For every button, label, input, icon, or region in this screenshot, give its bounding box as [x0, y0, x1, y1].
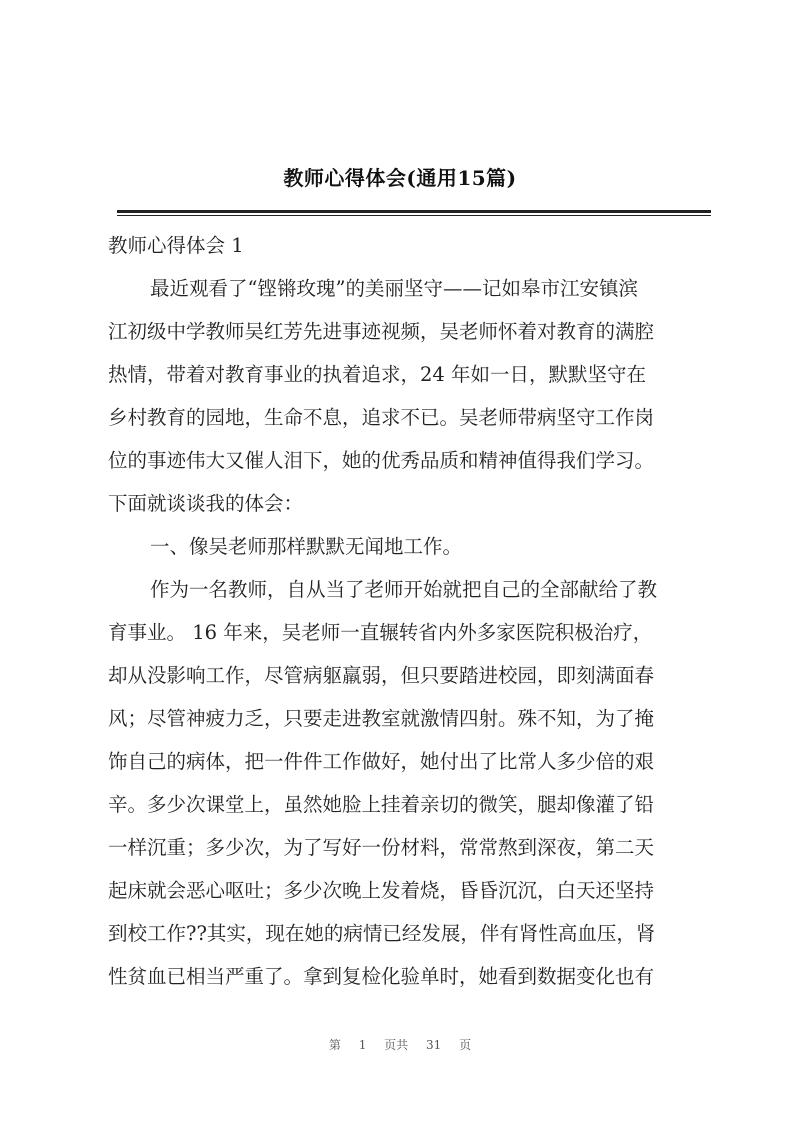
paragraph-1-line: 最近观看了“铿锵玫瑰”的美丽坚守——记如皋市江安镇滨 — [150, 277, 638, 300]
paragraph-2-line: 饰自己的病体，把一件件工作做好，她付出了比常人多少倍的艰 — [108, 750, 655, 773]
paragraph-2-line: 性贫血已相当严重了。拿到复检化验单时，她看到数据变化也有 — [108, 965, 655, 988]
title-rule-thick — [117, 210, 711, 213]
section-heading: 教师心得体会 1 — [108, 234, 244, 257]
paragraph-1-line: 位的事迹伟大又催人泪下，她的优秀品质和精神值得我们学习。 — [108, 449, 655, 472]
paragraph-2-line: 起床就会恶心呕吐；多少次晚上发着烧，昏昏沉沉，白天还坚持 — [108, 879, 655, 902]
footer-page-prefix: 第 — [328, 1038, 341, 1052]
paragraph-2-line: 一样沉重；多少次，为了写好一份材料，常常熬到深夜，第二天 — [108, 836, 655, 859]
title-rule-thin — [117, 215, 711, 216]
footer-page-total: 31 — [426, 1038, 442, 1052]
footer-page-middle: 页共 — [384, 1038, 409, 1052]
footer-page-number: 1 — [358, 1038, 367, 1052]
paragraph-2-line: 作为一名教师，自从当了老师开始就把自己的全部献给了教 — [150, 578, 658, 601]
paragraph-1-line: 下面就谈谈我的体会： — [108, 492, 304, 515]
subheading-1: 一、像吴老师那样默默无闻地工作。 — [150, 535, 463, 558]
document-title: 教师心得体会(通用15篇) — [283, 166, 517, 190]
paragraph-2-line: 到校工作??其实，现在她的病情已经发展，伴有肾性高血压，肾 — [108, 922, 656, 945]
paragraph-1-line: 热情，带着对教育事业的执着追求，24 年如一日，默默坚守在 — [108, 363, 647, 386]
footer-page-suffix: 页 — [459, 1038, 472, 1052]
page-footer — [0, 1036, 800, 1053]
paragraph-2-line: 辛。多少次课堂上，虽然她脸上挂着亲切的微笑，腿却像灌了铅 — [108, 793, 655, 816]
paragraph-2-line: 风；尽管神疲力乏，只要走进教室就激情四射。殊不知，为了掩 — [108, 707, 655, 730]
paragraph-1-line: 江初级中学教师吴红芳先进事迹视频，吴老师怀着对教育的满腔 — [108, 320, 655, 343]
paragraph-1-line: 乡村教育的园地，生命不息，追求不已。吴老师带病坚守工作岗 — [108, 406, 655, 429]
paragraph-2-line: 育事业。 16 年来，吴老师一直辗转省内外多家医院积极治疗， — [108, 621, 653, 644]
paragraph-2-line: 却从没影响工作，尽管病躯羸弱，但只要踏进校园，即刻满面春 — [108, 664, 655, 687]
